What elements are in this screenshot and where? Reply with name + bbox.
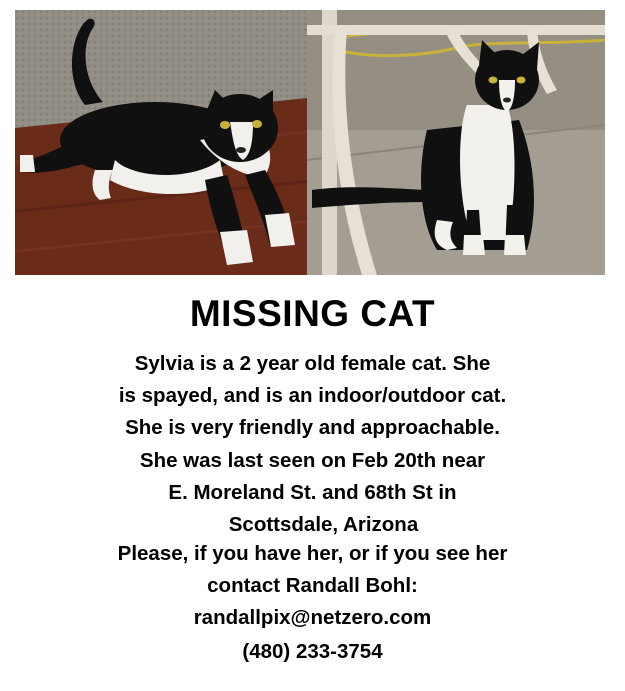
- contact-line: Please, if you have her, or if you see her: [117, 542, 508, 565]
- description-line: Scottsdale, Arizona: [228, 513, 419, 537]
- description-line: is spayed, and is an indoor/outdoor cat.: [118, 384, 507, 408]
- contact-phone: (480) 233-3754: [242, 640, 383, 663]
- description-line: She is very friendly and approachable.: [125, 416, 500, 440]
- description-line: Sylvia is a 2 year old female cat. She: [134, 352, 491, 375]
- contact-line: contact Randall Bohl:: [207, 574, 418, 598]
- contact-info: [0, 538, 625, 635]
- cat-photos: [15, 10, 605, 275]
- contact-email: randallpix@netzero.com: [193, 606, 432, 630]
- description-line: E. Moreland St. and 68th St in: [168, 480, 457, 504]
- cat-photo-sitting: [307, 10, 605, 275]
- description-line: She was last seen on Feb 20th near: [139, 448, 486, 472]
- cat-photo-lying: [15, 10, 307, 275]
- poster-title: MISSING CAT: [189, 293, 436, 334]
- cat-description: [0, 348, 625, 541]
